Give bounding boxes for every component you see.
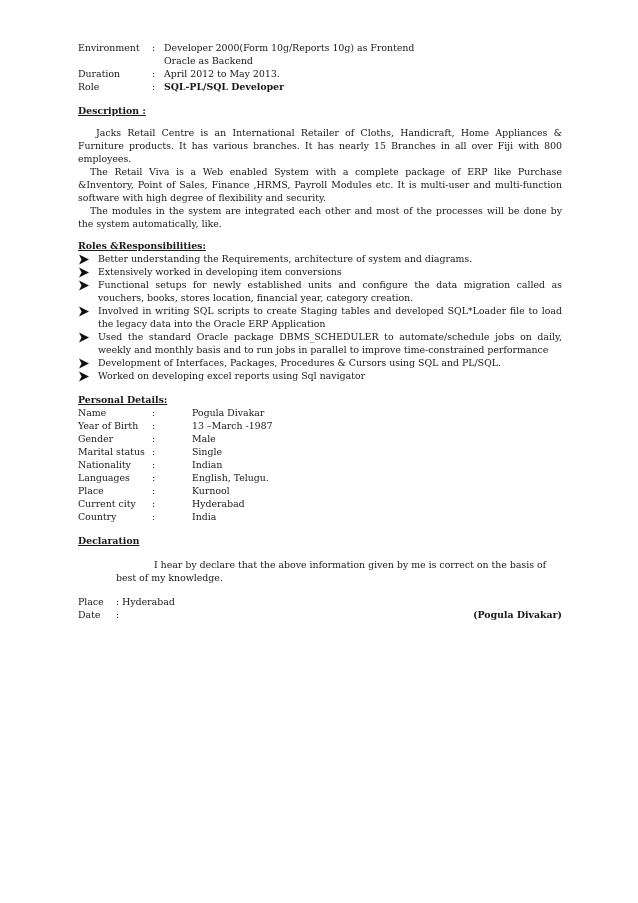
environment-label: Environment [78, 43, 140, 54]
signature-name: (Pogula Divakar) [473, 610, 562, 621]
declaration-line-2: best of my knowledge. [116, 573, 223, 584]
environment-value-continued: Oracle as Backend [164, 56, 253, 67]
description-paragraph-2: The Retail Viva is a Web enabled System with a complete package of ERP like Purchase &Inventory, Point of Sales, Finance ,HRMS, Payroll Modules etc. It is multi-user and multi-function software with high degree of flexibility and security. [78, 167, 562, 204]
colon: : [152, 69, 156, 80]
roles-heading: Roles &Responsibilities: [78, 241, 206, 252]
role-label: Role [78, 82, 100, 93]
list-item: Development of Interfaces, Packages, Procedures & Cursors using SQL and PL/SQL. [78, 357, 562, 370]
description-heading: Description : [78, 106, 146, 117]
arrow-bullet-icon [78, 253, 90, 266]
arrow-bullet-icon [78, 305, 90, 318]
personal-row-year-of-birth: Year of Birth : 13 –March -1987 [78, 421, 273, 432]
place-value: : Hyderabad [116, 597, 175, 608]
personal-details-table [78, 407, 562, 524]
environment-value: Developer 2000(Form 10g/Reports 10g) as Frontend [164, 43, 415, 54]
personal-row-nationality: Nationality : Indian [78, 460, 223, 471]
date-label: Date [78, 610, 101, 621]
duration-value: April 2012 to May 2013. [164, 69, 280, 80]
environment-row [78, 42, 562, 55]
colon: : [152, 82, 156, 93]
personal-row-place: Place : Kurnool [78, 486, 230, 497]
personal-row-country: Country : India [78, 512, 217, 523]
declaration-heading: Declaration [78, 536, 140, 547]
personal-row-languages: Languages : English, Telugu. [78, 473, 269, 484]
duration-row [78, 68, 562, 81]
arrow-bullet-icon [78, 357, 90, 370]
description-paragraph-3: The modules in the system are integrated each other and most of the processes will be done by the system automatically, like. [78, 206, 562, 230]
role-value: SQL-PL/SQL Developer [164, 82, 285, 93]
list-item: Worked on developing excel reports using Sql navigator [78, 370, 562, 383]
personal-row-name: Name : Pogula Divakar [78, 408, 265, 419]
personal-row-current-city: Current city : Hyderabad [78, 499, 245, 510]
description-paragraph-1: Jacks Retail Centre is an International Retailer of Cloths, Handicraft, Home Appliances & Furniture products. It has various branches. It has nearly 15 Branches in all over Fiji with 800 employees. [78, 128, 562, 165]
arrow-bullet-icon [78, 331, 90, 344]
colon: : [152, 43, 156, 54]
role-row [78, 81, 562, 94]
place-row [78, 596, 562, 609]
resume-page [78, 42, 562, 622]
list-item: Better understanding the Requirements, architecture of system and diagrams. [78, 253, 562, 266]
list-item: Involved in writing SQL scripts to create Staging tables and developed SQL*Loader file to load the legacy data into the Oracle ERP Application [78, 305, 562, 331]
date-value: : [116, 610, 120, 621]
arrow-bullet-icon [78, 266, 90, 279]
declaration-text [78, 559, 562, 585]
date-row [78, 609, 562, 622]
place-label: Place [78, 597, 104, 608]
personal-row-gender: Gender : Male [78, 434, 216, 445]
personal-details-heading: Personal Details: [78, 395, 168, 406]
duration-label: Duration [78, 69, 121, 80]
list-item: Used the standard Oracle package DBMS_SCHEDULER to automate/schedule jobs on daily, weekly and monthly basis and to run jobs in parallel to improve time-constrained performance [78, 331, 562, 357]
declaration-line-1: I hear by declare that the above information given by me is correct on the basis of [154, 560, 547, 571]
arrow-bullet-icon [78, 370, 90, 383]
list-item: Extensively worked in developing item conversions [78, 266, 562, 279]
list-item: Functional setups for newly established units and configure the data migration called as vouchers, books, stores location, financial year, category creation. [78, 279, 562, 305]
roles-list [78, 253, 562, 383]
arrow-bullet-icon [78, 279, 90, 292]
personal-row-marital-status: Marital status : Single [78, 447, 223, 458]
